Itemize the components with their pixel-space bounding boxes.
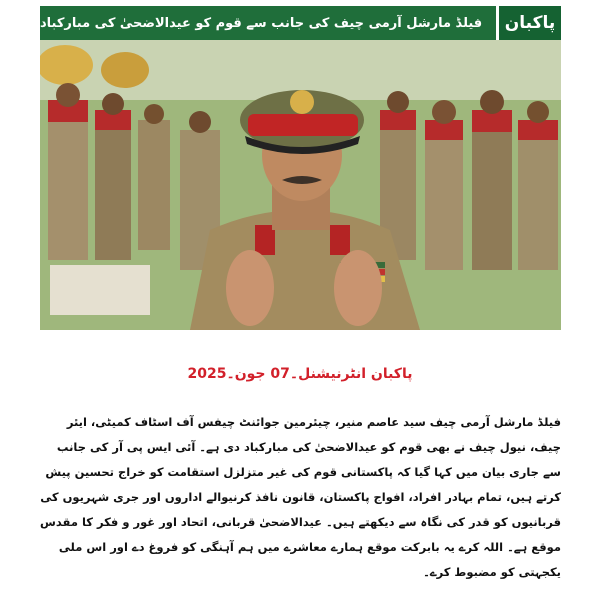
tuba-shape	[101, 52, 149, 88]
brand-logo[interactable]: پاکبان	[499, 6, 561, 40]
article-photo	[40, 40, 561, 330]
byline: پاکبان انٹرنیشنل۔07 جون۔2025	[187, 366, 413, 382]
photo-illustration	[40, 40, 561, 330]
header-banner	[40, 6, 561, 40]
article-body	[40, 410, 561, 585]
headline: فیلڈ مارشل آرمی چیف کی جانب سے قوم کو عیدالاضحیٰ کی مبارکباد	[40, 15, 483, 31]
body-paragraph: فیلڈ مارشل آرمی چیف سید عاصم منیر، چیئرمین جوائنٹ چیفس آف اسٹاف کمیٹی، ایئر چیف، نیول چیف نے بھی قوم کو عیدالاضحیٰ کی مبارکباد دی ہے۔ آئی ایس پی آر کی جانب سے جاری بیان میں کہا گیا کہ پاکستانی قوم کی غیر متزلزل استقامت کو خراج تحسین پیش کرتے ہیں، تمام بہادر افراد، افواج پاکستان، قانون نافذ کرنیوالے اداروں اور جری شہریوں کی قربانیوں کو قدر کی نگاہ سے دیکھتے ہیں۔ عیدالاضحیٰ قربانی، اتحاد اور غور و فکر کا مقدس موقع ہے۔ اللہ کرے یہ بابرکت موقع ہمارے معاشرے میں ہم آہنگی کو فروغ دے اور اس ملی یکجہتی کو مضبوط کرے۔	[40, 415, 561, 579]
